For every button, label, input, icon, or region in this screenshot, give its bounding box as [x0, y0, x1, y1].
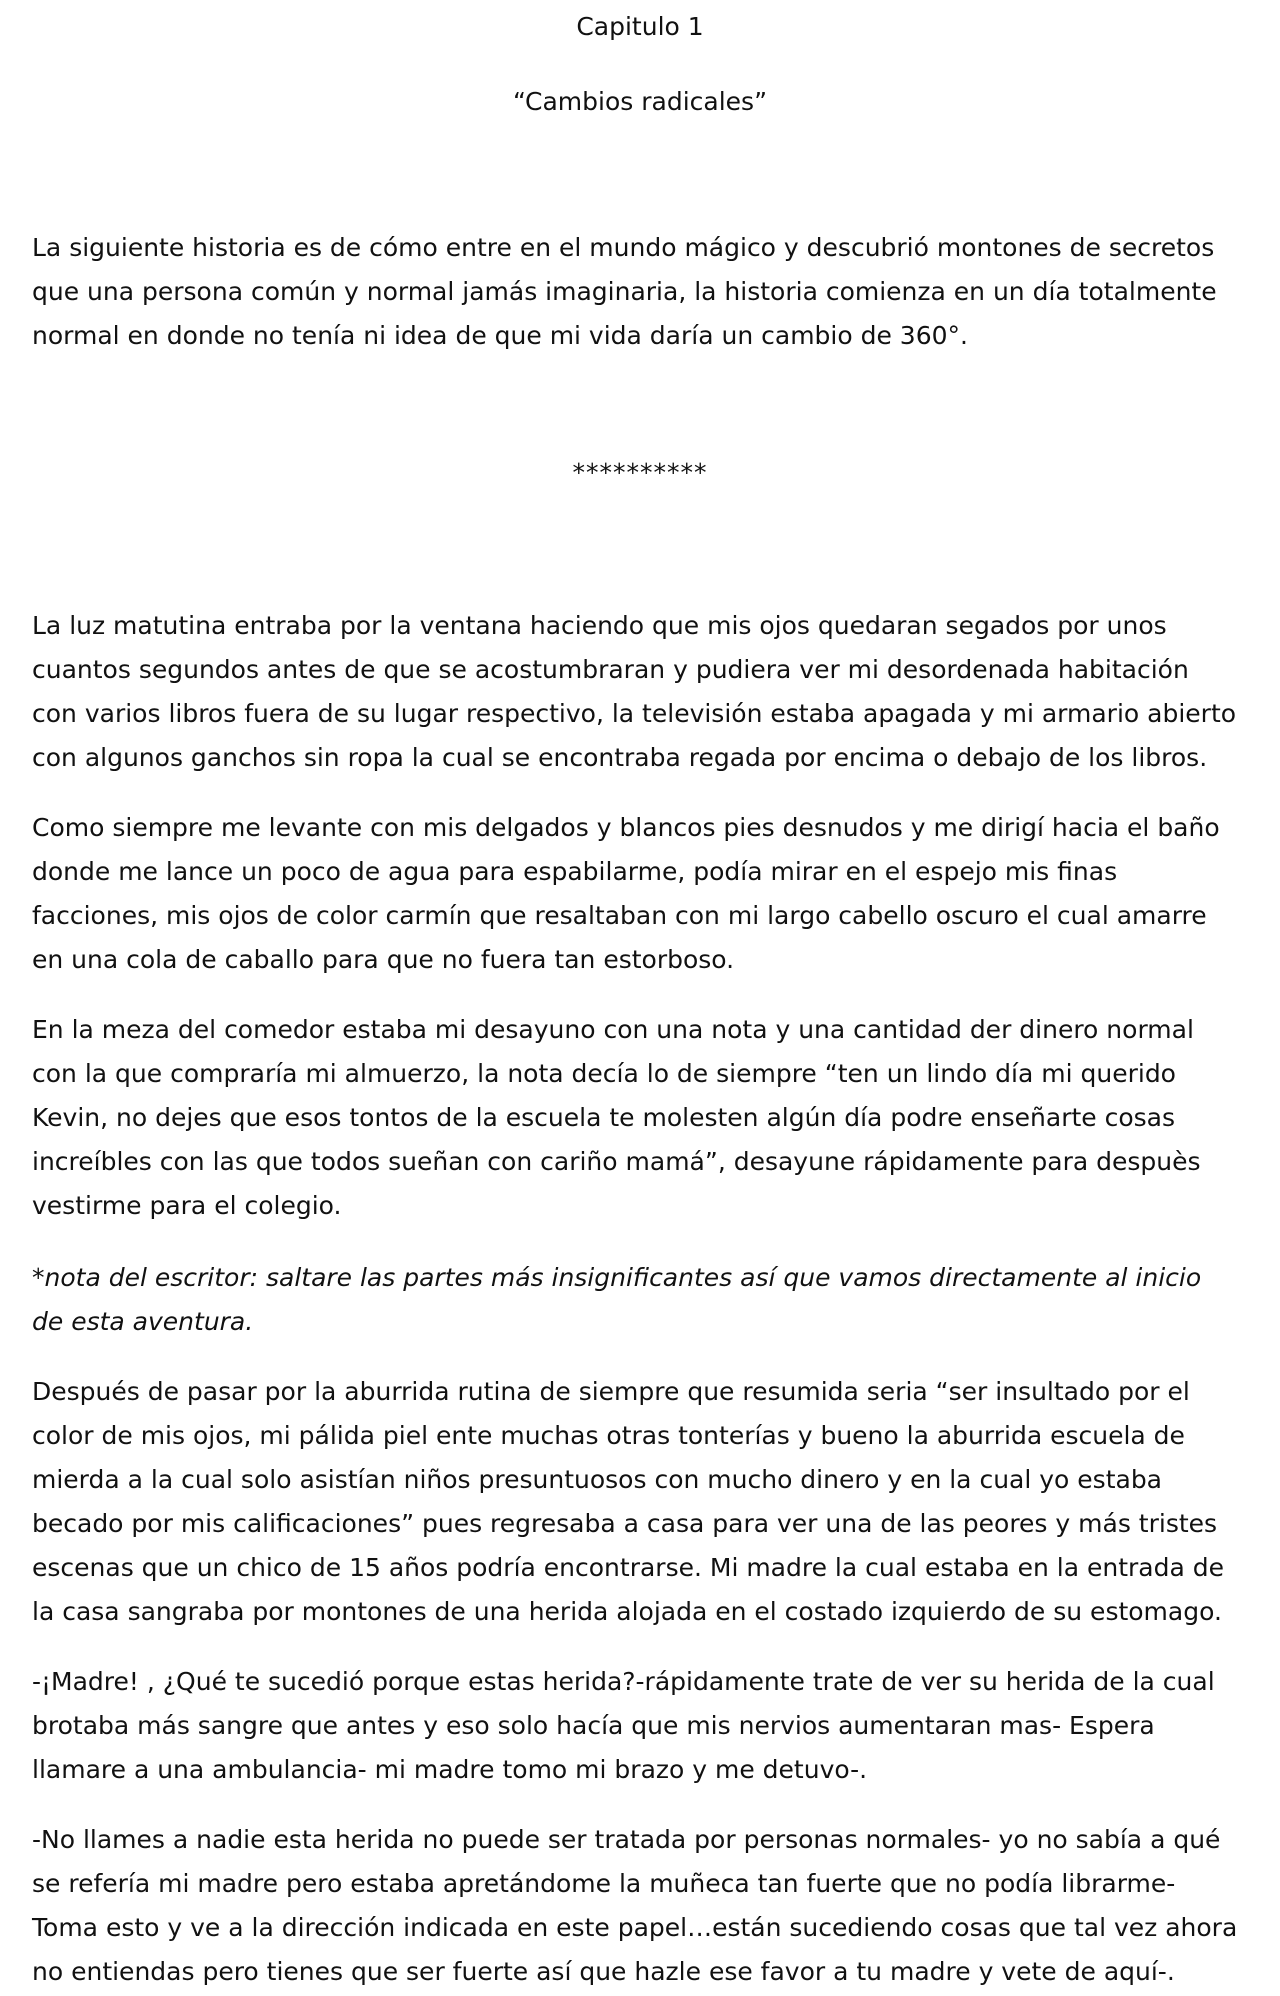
- paragraph-line: con la que compraría mi almuerzo, la nota decía lo de siempre “ten un lindo día mi querido: [32, 1059, 1176, 1088]
- paragraph-line: se refería mi madre pero estaba apretándome la muñeca tan fuerte que no podía librarme-: [32, 1869, 1176, 1898]
- body-paragraph: [32, 1008, 1252, 1228]
- paragraph-line: color de mis ojos, mi pálida piel ente muchas otras tonterías y bueno la aburrida escuela de: [32, 1421, 1185, 1450]
- body-paragraph: [32, 1370, 1252, 1634]
- paragraph-line: *nota del escritor: saltare las partes más insignificantes así que vamos directamente al inicio: [32, 1263, 1202, 1292]
- dialogue-paragraph: [32, 1818, 1252, 1994]
- paragraph-line: con algunos ganchos sin ropa la cual se encontraba regada por encima o debajo de los libros.: [32, 743, 1208, 772]
- chapter-title: “Cambios radicales”: [512, 87, 768, 116]
- chapter-number: Capitulo 1: [576, 12, 704, 41]
- paragraph-line: con varios libros fuera de su lugar respectivo, la televisión estaba apagada y mi armario abierto: [32, 699, 1237, 728]
- dialogue-paragraph: [32, 1660, 1252, 1792]
- paragraph-line: brotaba más sangre que antes y eso solo hacía que mis nervios aumentaran mas- Espera: [32, 1711, 1155, 1740]
- paragraph-line: -¡Madre! , ¿Qué te sucedió porque estas herida?-rápidamente trate de ver su herida de la cual: [32, 1667, 1215, 1696]
- paragraph-line: Después de pasar por la aburrida rutina de siempre que resumida seria “ser insultado por el: [32, 1377, 1190, 1406]
- paragraph-line: mierda a la cual solo asistían niños presuntuosos con mucho dinero y en la cual yo estaba: [32, 1465, 1163, 1494]
- paragraph-line: Como siempre me levante con mis delgados y blancos pies desnudos y me dirigí hacia el baño: [32, 813, 1220, 842]
- paragraph-line: Toma esto y ve a la dirección indicada en este papel…están sucediendo cosas que tal vez ahora: [32, 1913, 1238, 1942]
- paragraph-line: vestirme para el colegio.: [32, 1191, 342, 1220]
- paragraph-line: En la meza del comedor estaba mi desayuno con una nota y una cantidad der dinero normal: [32, 1015, 1194, 1044]
- body-paragraph: [32, 604, 1252, 780]
- paragraph-line: facciones, mis ojos de color carmín que resaltaban con mi largo cabello oscuro el cual amarre: [32, 901, 1207, 930]
- paragraph-line: llamare a una ambulancia- mi madre tomo mi brazo y me detuvo-.: [32, 1755, 868, 1784]
- paragraph-line: La luz matutina entraba por la ventana haciendo que mis ojos quedaran segados por unos: [32, 611, 1167, 640]
- paragraph-line: de esta aventura.: [32, 1307, 254, 1336]
- paragraph-line: La siguiente historia es de cómo entre en el mundo mágico y descubrió montones de secretos: [32, 233, 1215, 262]
- paragraph-line: cuantos segundos antes de que se acostumbraran y pudiera ver mi desordenada habitación: [32, 655, 1189, 684]
- paragraph-line: -No llames a nadie esta herida no puede ser tratada por personas normales- yo no sabía a qué: [32, 1825, 1221, 1854]
- paragraph-line: increíbles con las que todos sueñan con cariño mamá”, desayune rápidamente para despuès: [32, 1147, 1201, 1176]
- paragraph-line: en una cola de caballo para que no fuera tan estorboso.: [32, 945, 735, 974]
- paragraph-line: no entiendas pero tienes que ser fuerte así que hazle ese favor a tu madre y vete de aquí-.: [32, 1957, 1175, 1986]
- paragraph-line: que una persona común y normal jamás imaginaria, la historia comienza en un día totalmente: [32, 277, 1217, 306]
- paragraph-line: la casa sangraba por montones de una herida alojada en el costado izquierdo de su estomago.: [32, 1597, 1222, 1626]
- paragraph-line: normal en donde no tenía ni idea de que mi vida daría un cambio de 360°.: [32, 321, 968, 350]
- paragraph-line: escenas que un chico de 15 años podría encontrarse. Mi madre la cual estaba en la entrada de: [32, 1553, 1225, 1582]
- body-paragraph: [32, 806, 1252, 982]
- paragraph-line: becado por mis calificaciones” pues regresaba a casa para ver una de las peores y más tristes: [32, 1509, 1218, 1538]
- section-separator: **********: [572, 458, 708, 487]
- intro-paragraph: [32, 226, 1252, 358]
- paragraph-line: Kevin, no dejes que esos tontos de la escuela te molesten algún día podre enseñarte cosas: [32, 1103, 1176, 1132]
- paragraph-line: donde me lance un poco de agua para espabilarme, podía mirar en el espejo mis finas: [32, 857, 1118, 886]
- author-note: [32, 1256, 1252, 1344]
